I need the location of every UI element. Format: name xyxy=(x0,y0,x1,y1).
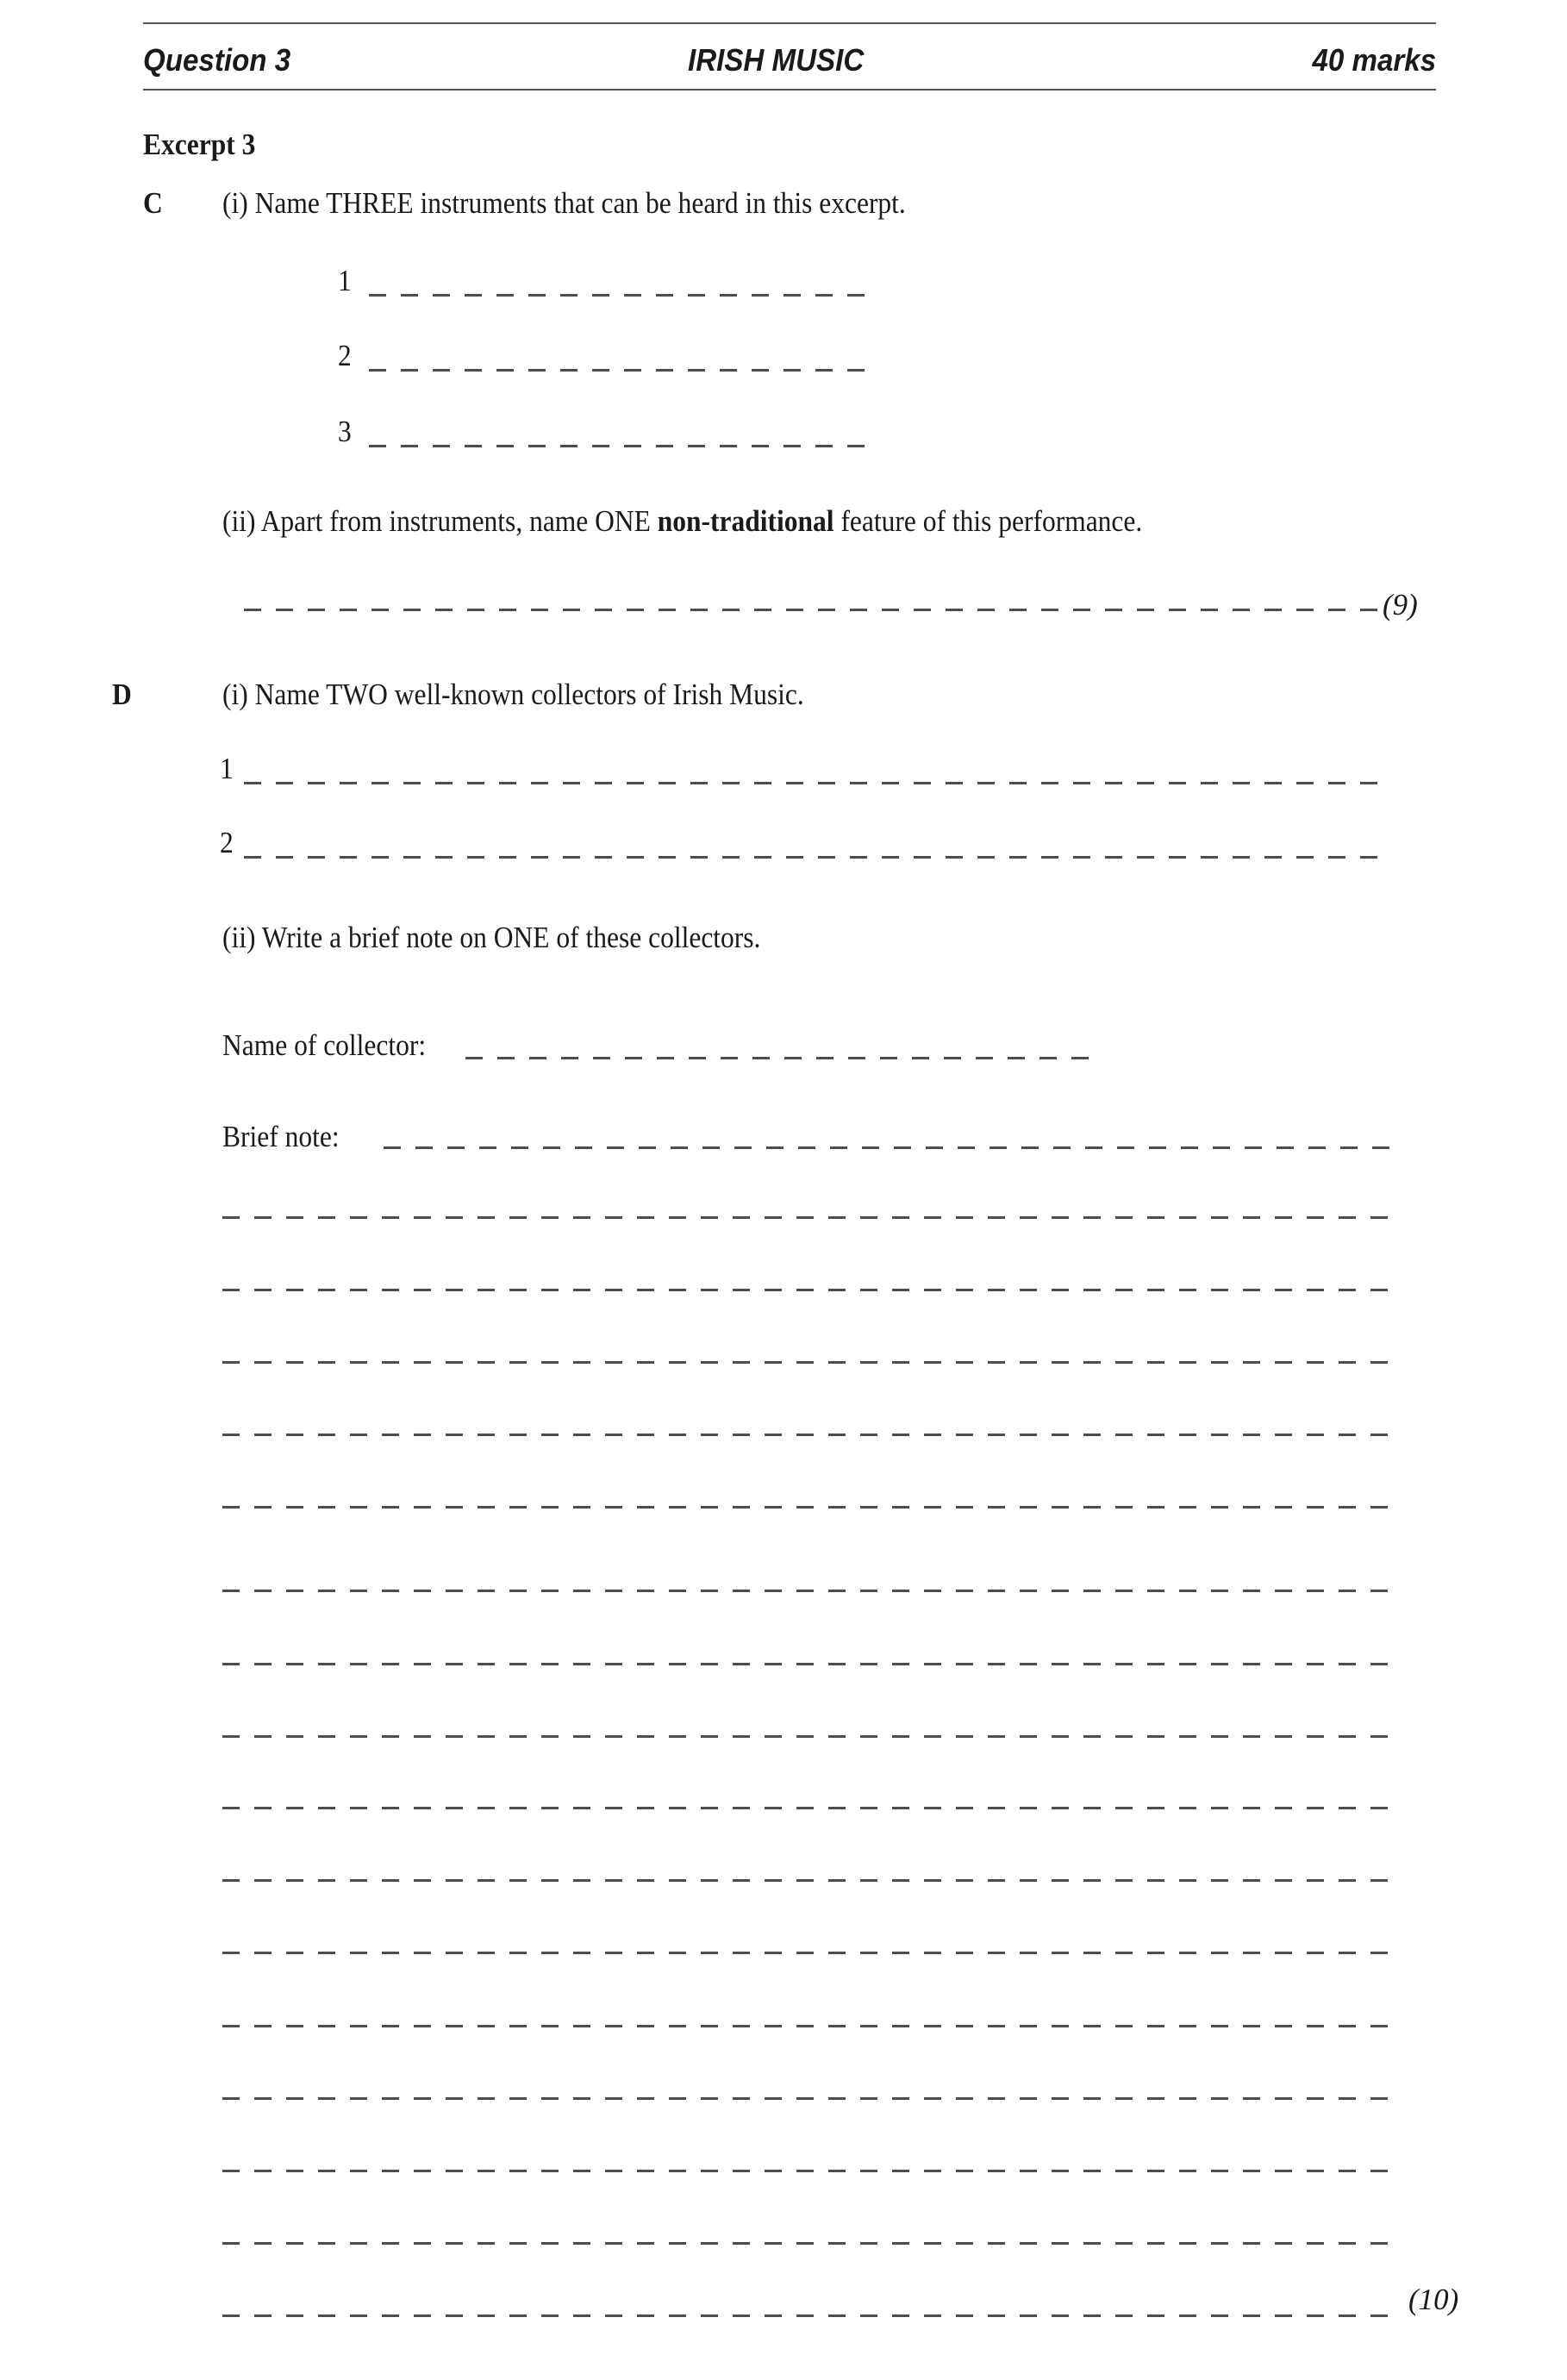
question-number: Question 3 xyxy=(143,42,291,78)
brief-note-line-5[interactable] xyxy=(222,1434,1392,1436)
c-part-ii-answer-line[interactable] xyxy=(244,609,1380,611)
d-answer-1-line[interactable] xyxy=(244,782,1380,784)
question-total-marks: 40 marks xyxy=(1312,42,1436,78)
excerpt-title: Excerpt 3 xyxy=(143,128,256,161)
c-ii-prompt-bold: non-traditional xyxy=(657,504,834,538)
brief-note-line-10[interactable] xyxy=(222,1807,1392,1809)
section-c-marks: (9) xyxy=(1383,588,1418,622)
brief-note-line-17[interactable] xyxy=(222,2314,1392,2317)
section-d-marks: (10) xyxy=(1408,2283,1459,2316)
brief-note-label: Brief note: xyxy=(222,1120,340,1153)
brief-note-line-4[interactable] xyxy=(222,1361,1392,1364)
brief-note-line-3[interactable] xyxy=(222,1289,1392,1291)
collector-name-label: Name of collector: xyxy=(222,1028,427,1062)
brief-note-line-16[interactable] xyxy=(222,2242,1392,2245)
question-topic: IRISH MUSIC xyxy=(688,42,865,78)
c-answer-1-line[interactable] xyxy=(369,294,867,297)
section-d-letter: D xyxy=(112,678,132,711)
c-answer-1-number: 1 xyxy=(338,264,352,297)
c-answer-2-number: 2 xyxy=(338,339,352,372)
d-answer-1-number: 1 xyxy=(220,752,234,785)
header-bottom-rule xyxy=(143,89,1436,91)
brief-note-line-8[interactable] xyxy=(222,1663,1392,1665)
brief-note-line-2[interactable] xyxy=(222,1216,1392,1219)
d-answer-2-line[interactable] xyxy=(244,856,1380,859)
header-top-rule xyxy=(143,22,1436,24)
brief-note-line-13[interactable] xyxy=(222,2025,1392,2027)
c-answer-2-line[interactable] xyxy=(369,369,867,372)
brief-note-line-12[interactable] xyxy=(222,1952,1392,1954)
d-answer-2-number: 2 xyxy=(220,826,234,859)
section-c-part-i-prompt: (i) Name THREE instruments that can be heard in this excerpt. xyxy=(222,186,906,220)
brief-note-line-11[interactable] xyxy=(222,1879,1392,1882)
c-answer-3-line[interactable] xyxy=(369,445,867,447)
brief-note-line-1[interactable] xyxy=(384,1146,1392,1149)
brief-note-line-7[interactable] xyxy=(222,1590,1392,1592)
brief-note-line-14[interactable] xyxy=(222,2097,1392,2100)
section-d-part-ii-prompt: (ii) Write a brief note on ONE of these collectors. xyxy=(222,921,761,954)
c-ii-prompt-end: feature of this performance. xyxy=(833,504,1143,538)
c-answer-3-number: 3 xyxy=(338,415,352,448)
section-c-part-ii-prompt xyxy=(222,504,1142,539)
brief-note-line-6[interactable] xyxy=(222,1506,1392,1509)
collector-name-line[interactable] xyxy=(465,1057,1090,1059)
brief-note-line-15[interactable] xyxy=(222,2170,1392,2172)
brief-note-line-9[interactable] xyxy=(222,1735,1392,1738)
section-c-letter: C xyxy=(143,186,163,220)
section-d-part-i-prompt: (i) Name TWO well-known collectors of Irish Music. xyxy=(222,678,804,711)
c-ii-prompt-start: (ii) Apart from instruments, name ONE xyxy=(222,504,658,538)
